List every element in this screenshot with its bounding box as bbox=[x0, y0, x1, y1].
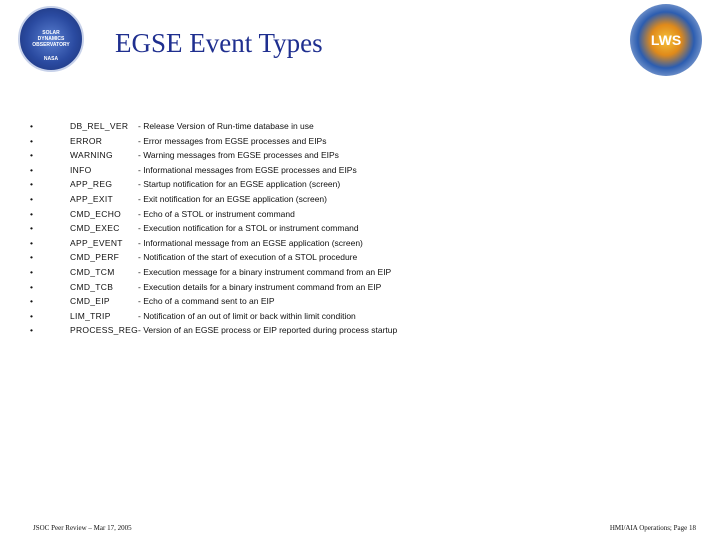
event-type-description: - Execution details for a binary instrument command from an EIP bbox=[138, 281, 382, 292]
event-type-name: CMD_TCB bbox=[70, 281, 114, 292]
slide-title: EGSE Event Types bbox=[115, 28, 323, 58]
bullet: • bbox=[30, 208, 33, 219]
event-type-description: - Execution notification for a STOL or instrument command bbox=[138, 223, 359, 234]
bullet: • bbox=[30, 237, 33, 248]
bullet: • bbox=[30, 135, 33, 146]
logo-text: DYNAMICS bbox=[37, 36, 65, 42]
bullet: • bbox=[30, 179, 33, 190]
event-type-description: - Notification of an out of limit or back within limit condition bbox=[138, 310, 356, 321]
bullet: • bbox=[30, 296, 33, 307]
event-type-name: CMD_EXEC bbox=[70, 223, 120, 234]
event-type-description: - Release Version of Run-time database in use bbox=[138, 121, 314, 131]
event-type-name: CMD_TCM bbox=[70, 266, 115, 277]
event-type-name: ERROR bbox=[70, 135, 103, 146]
logo-text: LWS bbox=[650, 32, 682, 48]
bullet: • bbox=[30, 164, 33, 175]
event-type-description: - Echo of a STOL or instrument command bbox=[138, 208, 295, 219]
bullet: • bbox=[30, 223, 33, 234]
event-type-name: CMD_ECHO bbox=[70, 208, 122, 219]
logo-text: OBSERVATORY bbox=[32, 42, 70, 48]
footer-left: JSOC Peer Review – Mar 17, 2005 bbox=[33, 524, 132, 532]
bullet: • bbox=[30, 281, 33, 292]
bullet: • bbox=[30, 121, 33, 131]
event-type-description: - Error messages from EGSE processes and EIPs bbox=[138, 135, 327, 146]
event-type-description: - Startup notification for an EGSE application (screen) bbox=[138, 179, 341, 190]
footer-right: HMI/AIA Operations; Page 18 bbox=[609, 524, 696, 532]
logo-text: NASA bbox=[43, 56, 59, 62]
event-type-description: - Informational message from an EGSE application (screen) bbox=[138, 237, 363, 248]
event-type-description: - Execution message for a binary instrument command from an EIP bbox=[138, 266, 392, 277]
event-type-name: DB_REL_VER bbox=[70, 121, 129, 131]
event-type-description: - Notification of the start of execution of a STOL procedure bbox=[138, 252, 358, 263]
event-type-description: - Informational messages from EGSE processes and EIPs bbox=[138, 164, 357, 175]
event-type-description: - Version of an EGSE process or EIP reported during process startup bbox=[138, 325, 398, 336]
event-type-name: APP_REG bbox=[70, 179, 113, 190]
bullet: • bbox=[30, 266, 33, 277]
event-type-name: PROCESS_REG bbox=[70, 325, 139, 336]
bullet: • bbox=[30, 252, 33, 263]
event-type-name: CMD_PERF bbox=[70, 252, 120, 263]
event-type-name: WARNING bbox=[70, 150, 113, 161]
event-type-name: INFO bbox=[70, 164, 92, 175]
event-type-description: - Exit notification for an EGSE application (screen) bbox=[138, 193, 327, 204]
event-type-name: APP_EVENT bbox=[70, 237, 123, 248]
bullet: • bbox=[30, 150, 33, 161]
sdo-logo bbox=[18, 6, 84, 72]
event-type-description: - Echo of a command sent to an EIP bbox=[138, 296, 275, 307]
bullet: • bbox=[30, 325, 33, 336]
logo-text: SOLAR bbox=[42, 30, 60, 36]
event-type-name: APP_EXIT bbox=[70, 193, 114, 204]
bullet: • bbox=[30, 310, 33, 321]
lws-logo bbox=[630, 4, 702, 76]
bullet: • bbox=[30, 193, 33, 204]
event-type-name: LIM_TRIP bbox=[70, 310, 111, 321]
event-type-name: CMD_EIP bbox=[70, 296, 110, 307]
event-type-description: - Warning messages from EGSE processes and EIPs bbox=[138, 150, 339, 161]
